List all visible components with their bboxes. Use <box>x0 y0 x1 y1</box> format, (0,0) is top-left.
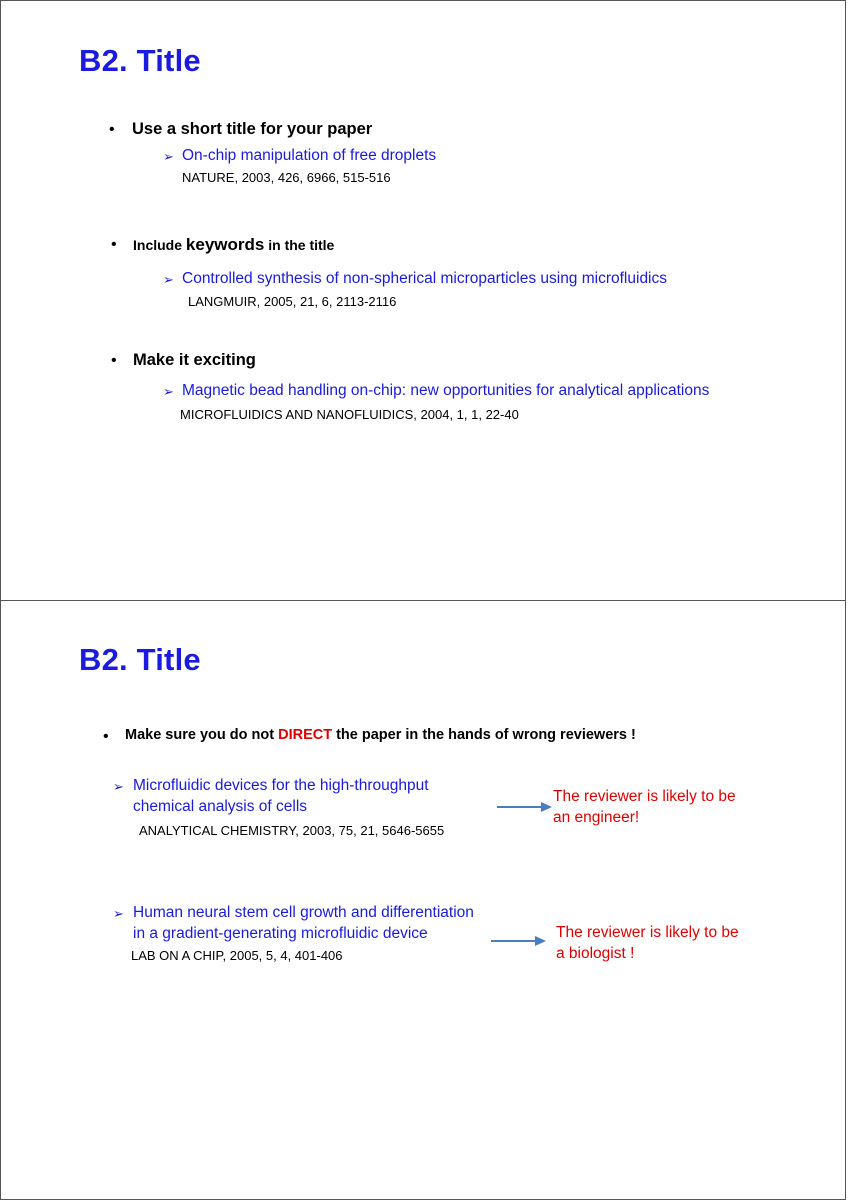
arrow-bullet-icon: ➢ <box>113 779 124 794</box>
citation: ANALYTICAL CHEMISTRY, 2003, 75, 21, 5646-5655 <box>139 823 445 838</box>
bullet-text <box>133 235 334 255</box>
citation: MICROFLUIDICS AND NANOFLUIDICS, 2004, 1, 1, 22-40 <box>180 407 519 422</box>
citation: NATURE, 2003, 426, 6966, 515-516 <box>182 170 391 185</box>
paper-title-line: Microfluidic devices for the high-throughput <box>133 777 429 794</box>
bullet-text-before: Make sure you do not <box>125 727 279 743</box>
bullet-icon: • <box>103 728 109 745</box>
citation: LANGMUIR, 2005, 21, 6, 2113-2116 <box>188 294 397 309</box>
bullet-text: Use a short title for your paper <box>132 120 373 138</box>
paper-title: Magnetic bead handling on-chip: new opportunities for analytical applications <box>182 382 710 399</box>
right-arrow-icon <box>491 935 547 947</box>
slide-1 <box>0 0 846 601</box>
slide-title: B2. Title <box>79 43 201 78</box>
bullet-highlight: DIRECT <box>278 727 333 743</box>
bullet-icon: • <box>111 236 117 253</box>
arrow-bullet-icon: ➢ <box>163 272 174 287</box>
bullet-text <box>125 727 636 743</box>
paper-title-line: Human neural stem cell growth and differentiation <box>133 904 474 921</box>
reviewer-note-line: The reviewer is likely to be <box>556 924 739 941</box>
paper-title: On-chip manipulation of free droplets <box>182 147 437 164</box>
bullet-text-before: Include <box>133 237 186 253</box>
reviewer-note-line: The reviewer is likely to be <box>553 788 736 805</box>
arrow-bullet-icon: ➢ <box>163 384 174 399</box>
bullet-icon: • <box>109 121 115 138</box>
bullet-text-after: the paper in the hands of wrong reviewers ! <box>332 727 636 743</box>
bullet-text-after: in the title <box>264 237 335 253</box>
reviewer-note-line: a biologist ! <box>556 945 635 962</box>
paper-title-line: in a gradient-generating microfluidic device <box>133 925 428 942</box>
arrow-bullet-icon: ➢ <box>163 149 174 164</box>
bullet-icon: • <box>111 352 117 369</box>
bullet-text: Make it exciting <box>133 351 256 369</box>
right-arrow-icon <box>497 801 553 813</box>
arrow-bullet-icon: ➢ <box>113 906 124 921</box>
paper-title: Controlled synthesis of non-spherical microparticles using microfluidics <box>182 270 668 287</box>
slide-title: B2. Title <box>79 642 201 677</box>
reviewer-note-line: an engineer! <box>553 809 640 826</box>
bullet-keyword: keywords <box>185 235 265 254</box>
slide-2 <box>0 600 846 1200</box>
paper-title-line: chemical analysis of cells <box>133 798 308 815</box>
citation: LAB ON A CHIP, 2005, 5, 4, 401-406 <box>131 948 343 963</box>
